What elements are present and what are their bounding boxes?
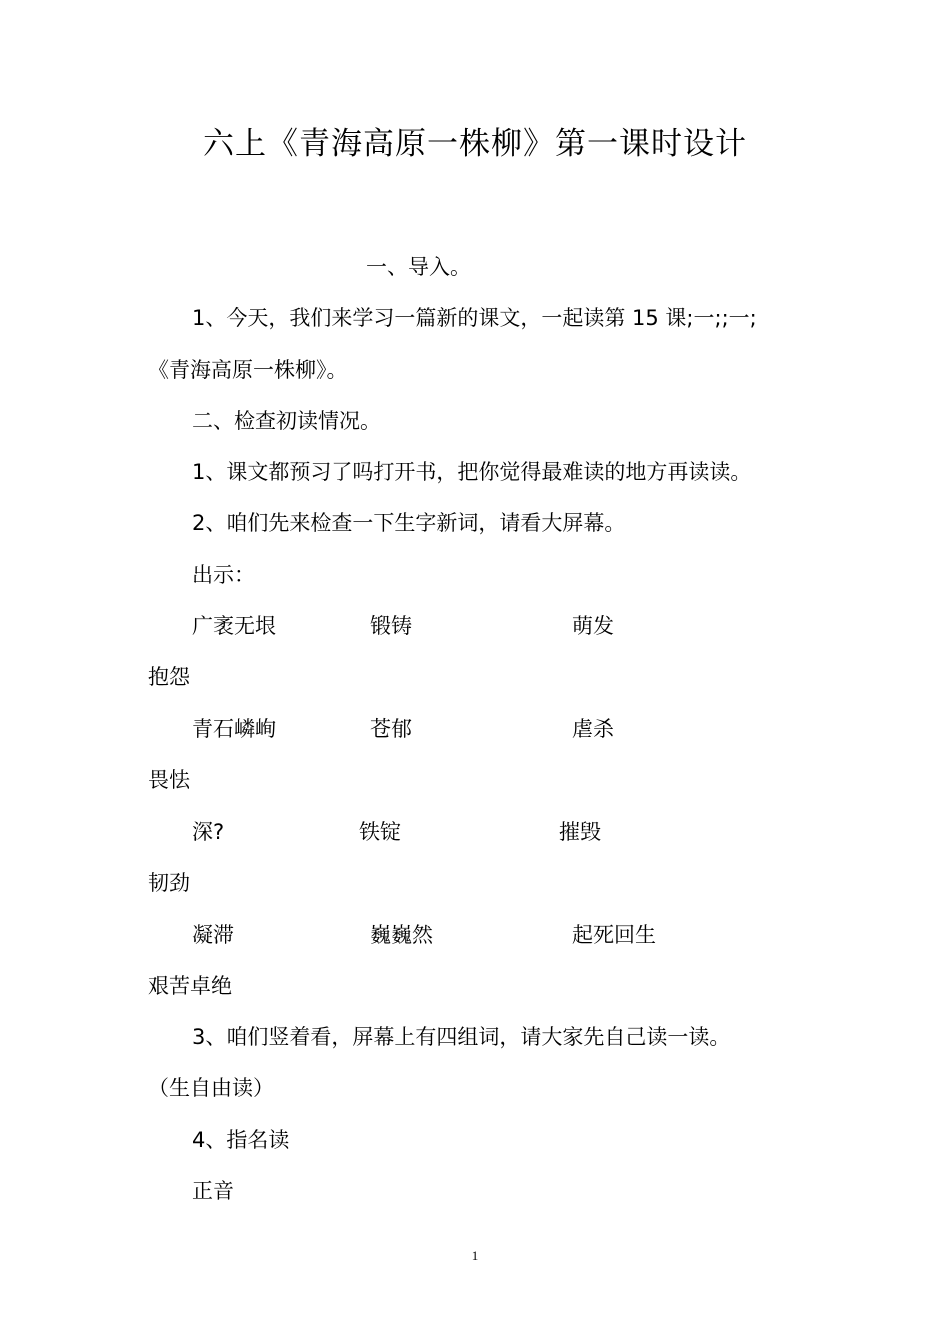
vocab-word: 巍巍然 [370,923,433,947]
paragraph-1-line-1: 1、今天，我们来学习一篇新的课文，一起读第 15 课;一;;一; [192,306,757,330]
vocab-word: 起死回生 [572,923,656,947]
section-heading-intro: 一、导入。 [366,255,471,279]
vocab-word: 韧劲 [148,871,190,895]
page-number: 1 [471,1248,479,1263]
vocab-word: 畏怯 [148,768,190,792]
vocab-word: 青石嶙峋 [192,717,276,741]
vocab-word: 摧毁 [559,820,601,844]
vocab-word: 苍郁 [370,717,412,741]
vocab-word: 锻铸 [370,614,412,638]
vocab-word: 凝滞 [192,923,234,947]
paragraph-3: 2、咱们先来检查一下生字新词，请看大屏幕。 [192,511,626,535]
document-title: 六上《青海高原一株柳》第一课时设计 [203,126,747,162]
paragraph-1-line-2: 《青海高原一株柳》。 [148,358,348,382]
vocab-word: 虐杀 [572,717,614,741]
paragraph-5: 4、指名读 [192,1128,290,1152]
paragraph-2: 1、课文都预习了吗打开书，把你觉得最难读的地方再读读。 [192,460,752,484]
section-heading-check: 二、检查初读情况。 [192,409,381,433]
vocab-word: 抱怨 [148,665,190,689]
vocab-word: 铁锭 [359,820,401,844]
vocab-word: 深? [192,820,225,844]
paragraph-4-line-2: （生自由读） [148,1076,274,1100]
paragraph-4-line-1: 3、咱们竖着看，屏幕上有四组词，请大家先自己读一读。 [192,1025,731,1049]
paragraph-6: 正音 [192,1179,234,1203]
vocab-word: 艰苦卓绝 [148,974,232,998]
vocab-word: 萌发 [572,614,614,638]
vocab-word: 广袤无垠 [192,614,276,638]
show-label: 出示： [192,563,255,587]
